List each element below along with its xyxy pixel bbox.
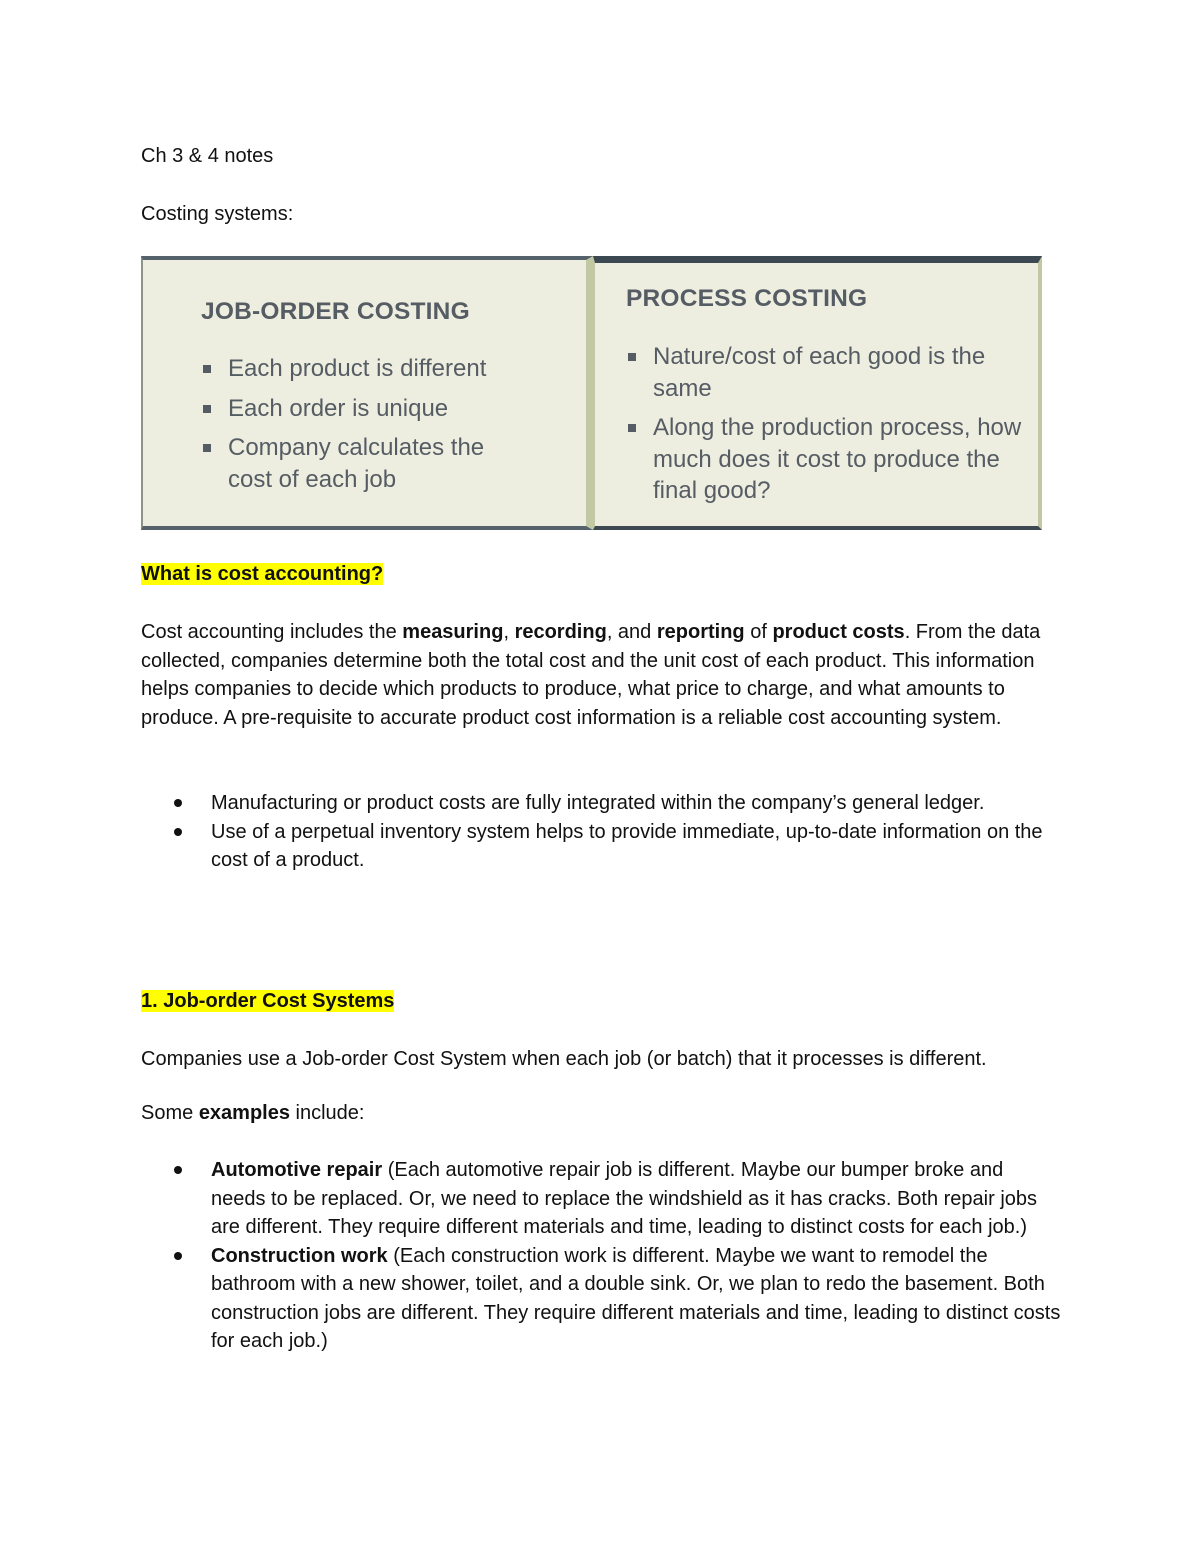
list-item: Use of a perpetual inventory system helps to provide immediate, up-to-date information on the cost of a product. — [141, 818, 1061, 875]
cost-accounting-bullets — [141, 789, 1061, 875]
square-bullet-icon — [203, 444, 211, 452]
examples-intro: Some examples include: — [141, 1102, 365, 1124]
job-order-list — [203, 353, 523, 503]
list-item: Each order is unique — [203, 393, 523, 425]
examples-list — [141, 1156, 1061, 1356]
square-bullet-icon — [628, 424, 636, 432]
question-heading: What is cost accounting? — [141, 563, 384, 585]
costing-comparison-figure — [141, 256, 1042, 530]
list-item: Automotive repair (Each automotive repair job is different. Maybe our bumper broke and needs to be replaced. Or, we need to replace the windshield as it has cracks. Both repair jobs are different. They require different materials and time, leading to distinct costs for each job.) — [141, 1156, 1061, 1242]
list-item: Company calculates the cost of each job — [203, 432, 523, 495]
job-order-heading: JOB-ORDER COSTING — [201, 298, 470, 325]
square-bullet-icon — [203, 405, 211, 413]
square-bullet-icon — [203, 365, 211, 373]
list-item: Each product is different — [203, 353, 523, 385]
process-costing-panel — [593, 256, 1042, 530]
job-order-panel — [141, 256, 593, 530]
job-order-description: Companies use a Job-order Cost System when each job (or batch) that it processes is different. — [141, 1048, 987, 1070]
list-item: Nature/cost of each good is the same — [628, 341, 1028, 404]
square-bullet-icon — [628, 353, 636, 361]
page-title: Ch 3 & 4 notes — [141, 145, 274, 167]
list-item: Manufacturing or product costs are fully integrated within the company’s general ledger. — [141, 789, 1061, 818]
section-heading-job-order: 1. Job-order Cost Systems — [141, 990, 395, 1012]
process-costing-list — [628, 341, 1028, 515]
bullet-icon — [174, 799, 182, 807]
costing-systems-label: Costing systems: — [141, 203, 294, 225]
cost-accounting-paragraph: Cost accounting includes the measuring, recording, and reporting of product costs. From the data collected, companies determine both the total cost and the unit cost of each product. This information helps companies to decide which products to produce, what price to charge, and what amounts to produce. A pre-requisite to accurate product cost information is a reliable cost accounting system. — [141, 621, 1041, 729]
list-item: Along the production process, how much does it cost to produce the final good? — [628, 412, 1028, 507]
bullet-icon — [174, 1252, 182, 1260]
bullet-icon — [174, 1166, 182, 1174]
bullet-icon — [174, 828, 182, 836]
process-costing-heading: PROCESS COSTING — [626, 285, 868, 312]
list-item: Construction work (Each construction work is different. Maybe we want to remodel the bathroom with a new shower, toilet, and a double sink. Or, we plan to redo the basement. Both construction jobs are different. They require different materials and time, leading to distinct costs for each job.) — [141, 1242, 1061, 1356]
